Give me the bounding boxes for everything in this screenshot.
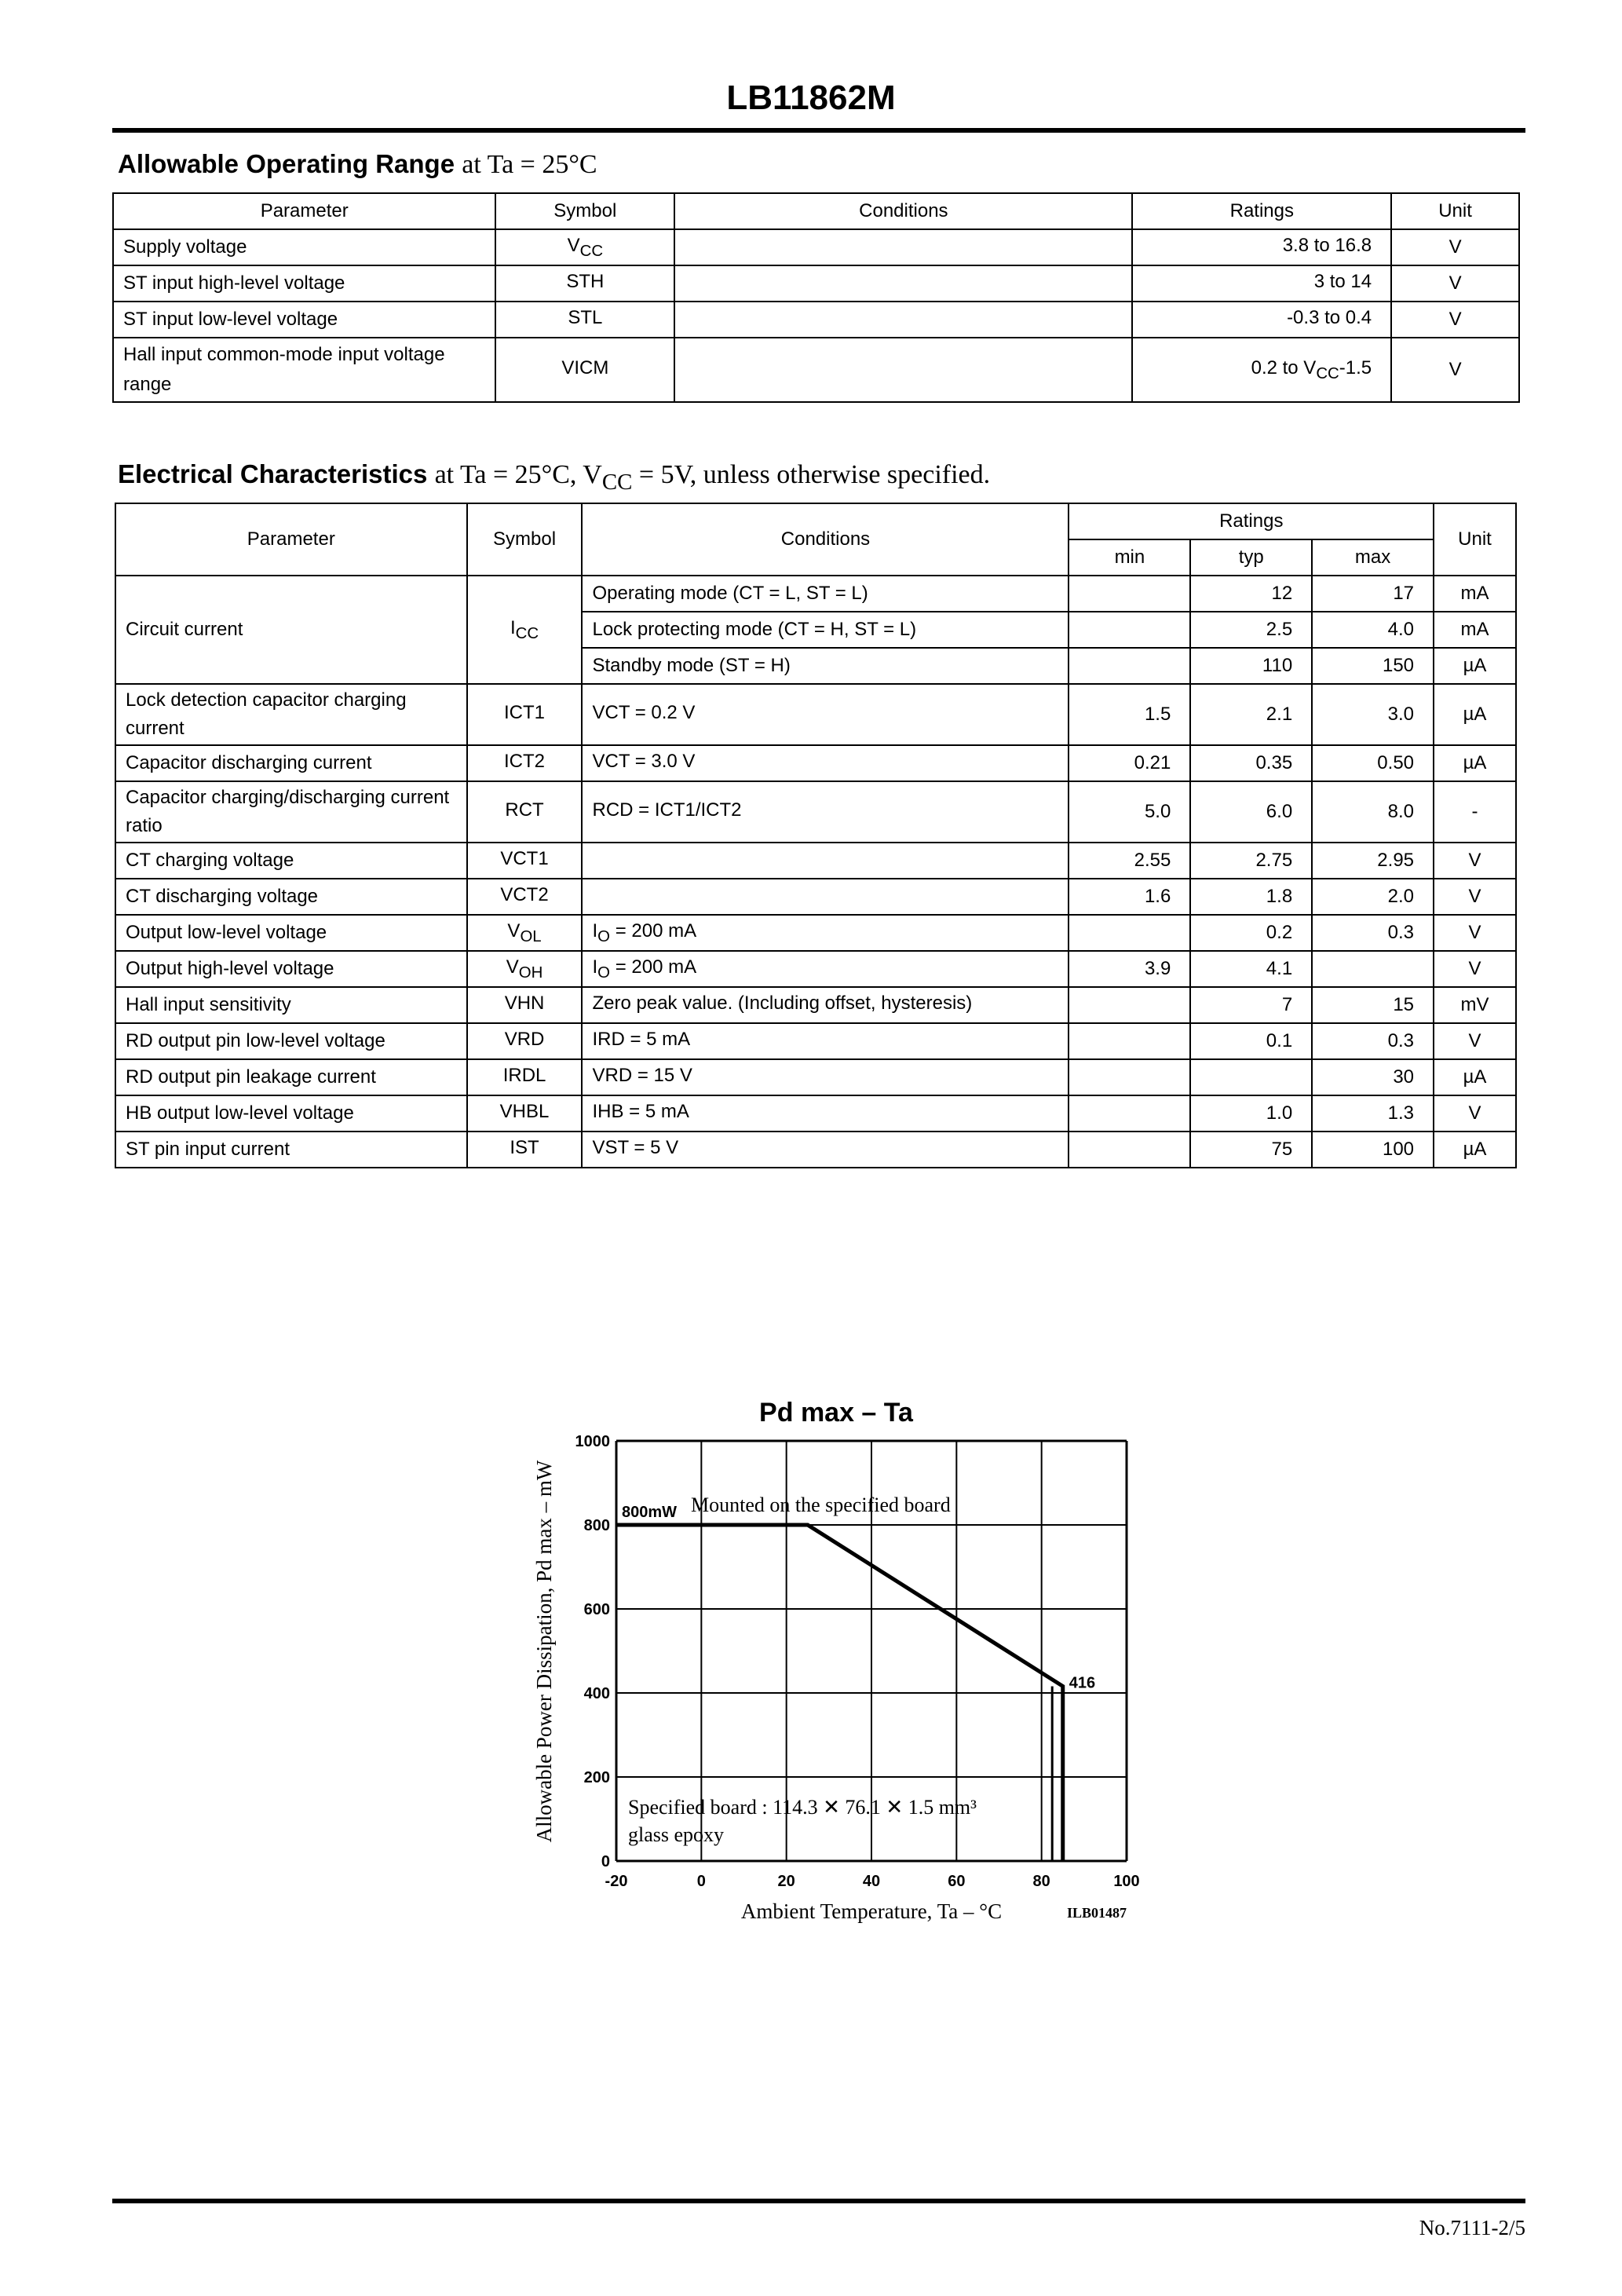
cell-typ: 1.8 [1190,879,1312,915]
cell-typ: 0.2 [1190,915,1312,951]
x-tick-label: -20 [605,1873,628,1890]
cell-min [1069,1059,1190,1095]
electrical-characteristics-table [115,503,1517,1168]
cell-max: 0.50 [1312,745,1434,781]
cell-symbol [467,915,583,951]
cell-symbol [467,1059,583,1095]
cell-max: 3.0 [1312,684,1434,745]
table-row [115,1132,1516,1168]
cell-max: 100 [1312,1132,1434,1168]
cell-symbol-text: VHBL [499,1100,550,1122]
cell-typ: 7 [1190,987,1312,1023]
cell-min: 3.9 [1069,951,1190,987]
cell-conditions-text: VRD = 15 V [592,1064,692,1086]
y-tick-label: 400 [583,1685,610,1702]
cell-symbol-text: ICT2 [504,750,546,772]
cell-symbol-text: V [506,956,519,978]
cell-rating [1132,302,1391,338]
cell-unit: V [1434,1023,1516,1059]
cell-unit: µA [1434,684,1516,745]
cell-typ: 2.75 [1190,843,1312,879]
cell-conditions-text: VCT = 0.2 V [592,701,696,723]
table-row [115,843,1516,879]
cell-min [1069,612,1190,648]
table-row [115,1023,1516,1059]
cell-parameter: CT discharging voltage [115,879,467,915]
cell-typ: 6.0 [1190,781,1312,843]
cell-symbol-text: IRDL [502,1064,546,1086]
operating-range-table [112,192,1520,403]
cell-symbol-sub: CC [515,624,539,642]
x-tick-label: 60 [948,1873,966,1890]
cell-parameter: RD output pin leakage current [115,1059,467,1095]
page-number: No.7111-2/5 [1419,2216,1525,2239]
board-spec-line1: Specified board : 114.3 ✕ 76.1 ✕ 1.5 mm³ [628,1796,977,1819]
cell-max: 8.0 [1312,781,1434,843]
cell-min [1069,648,1190,684]
cell-max: 17 [1312,576,1434,612]
cell-conditions [582,1023,1069,1059]
cell-rating-text: 0.2 to V [1251,356,1317,378]
cell-rating [1132,338,1391,402]
table-row [115,879,1516,915]
header-typ: typ [1190,539,1312,576]
cell-conditions [582,1059,1069,1095]
cell-symbol-text: VRD [504,1028,545,1050]
x-tick-label: 0 [696,1873,706,1890]
cell-conditions-text: Zero peak value. (Including offset, hysteresis) [592,992,973,1014]
section-allowable-range [118,149,597,180]
cell-unit: µA [1434,1132,1516,1168]
cell-typ: 2.1 [1190,684,1312,745]
cell-symbol-text: STH [566,270,605,292]
cell-conditions [582,843,1069,879]
cell-symbol-sub: OL [520,927,542,945]
cell-unit: mA [1434,612,1516,648]
cell-rating-text: 3 to 14 [1313,270,1372,292]
cell-rating-sub: CC [1316,364,1339,382]
cell-conditions-text: VST = 5 V [592,1136,679,1158]
cell-conditions [582,745,1069,781]
cell-unit: mA [1434,576,1516,612]
cell-symbol-text: RCT [505,799,544,821]
cell-conditions-text: IHB = 5 mA [592,1100,689,1122]
cell-symbol [467,1132,583,1168]
cell-parameter: Output high-level voltage [115,951,467,987]
cell-max: 2.95 [1312,843,1434,879]
cell-symbol-text: VICM [561,356,609,378]
cell-symbol [467,951,583,987]
cell-conditions-tail: = 200 mA [610,919,697,941]
header-max: max [1312,539,1434,576]
cell-conditions [674,265,1132,302]
cell-symbol [495,338,674,402]
header-ratings: Ratings [1132,193,1391,229]
cell-min: 2.55 [1069,843,1190,879]
cell-rating [1132,229,1391,265]
section-condition-tail: = 5V, unless otherwise specified. [632,460,991,489]
cell-symbol-text: I [510,616,516,638]
cell-conditions-sub: O [597,963,611,982]
y-axis-label: Allowable Power Dissipation, Pd max – mW [532,1460,556,1843]
cell-typ: 75 [1190,1132,1312,1168]
table-row [115,1095,1516,1132]
cell-parameter: RD output pin low-level voltage [115,1023,467,1059]
section-condition: at Ta = 25°C [462,150,597,179]
y-tick-label: 200 [583,1769,610,1786]
cell-typ: 2.5 [1190,612,1312,648]
cell-symbol [495,229,674,265]
cell-symbol [495,265,674,302]
cell-conditions: Lock protecting mode (CT = H, ST = L) [582,612,1069,648]
cell-unit: V [1434,1095,1516,1132]
cell-max: 15 [1312,987,1434,1023]
cell-unit: mV [1434,987,1516,1023]
cell-rating-tail: -1.5 [1339,356,1372,378]
cell-symbol [467,1095,583,1132]
x-tick-label: 40 [862,1873,881,1890]
cell-min [1069,1095,1190,1132]
figure-code: ILB01487 [1066,1905,1127,1921]
cell-conditions [582,987,1069,1023]
table-row [113,302,1519,338]
cell-typ: 12 [1190,576,1312,612]
cell-symbol [467,576,583,684]
cell-rating-text: -0.3 to 0.4 [1287,306,1372,328]
header-rule [112,128,1525,133]
header-ratings: Ratings [1069,503,1434,539]
y-tick-label: 0 [601,1853,610,1870]
cell-min: 5.0 [1069,781,1190,843]
cell-symbol-sub: OH [518,963,543,982]
cell-max: 30 [1312,1059,1434,1095]
cell-unit: V [1434,951,1516,987]
cell-conditions-text: RCD = ICT1/ICT2 [592,799,742,821]
cell-min: 1.6 [1069,879,1190,915]
cell-max: 150 [1312,648,1434,684]
cell-conditions: Operating mode (CT = L, ST = L) [582,576,1069,612]
cell-conditions [582,951,1069,987]
cell-unit: V [1434,879,1516,915]
y-tick-label: 800 [583,1517,610,1534]
cell-max: 0.3 [1312,915,1434,951]
cell-conditions-tail: = 200 mA [610,956,697,978]
cell-unit: V [1391,338,1519,402]
cell-symbol-text: V [507,919,521,941]
cell-parameter: Capacitor discharging current [115,745,467,781]
start-value-label: 800mW [622,1504,678,1521]
cell-unit: V [1391,229,1519,265]
cell-unit: V [1434,915,1516,951]
cell-conditions-text: IRD = 5 mA [592,1028,691,1050]
header-parameter: Parameter [115,503,467,576]
cell-min: 0.21 [1069,745,1190,781]
table-row [115,576,1516,612]
x-tick-label: 100 [1113,1873,1140,1890]
cell-min [1069,576,1190,612]
cell-conditions [582,879,1069,915]
header-symbol: Symbol [495,193,674,229]
cell-unit: V [1391,302,1519,338]
cell-conditions [582,781,1069,843]
cell-symbol-sub: CC [579,242,604,260]
header-min: min [1069,539,1190,576]
cell-conditions-text: I [592,956,598,978]
cell-max: 0.3 [1312,1023,1434,1059]
table-row [115,781,1516,843]
footer-rule [112,2199,1525,2203]
header-conditions: Conditions [582,503,1069,576]
section-electrical [118,459,990,495]
cell-symbol [467,684,583,745]
x-tick-label: 80 [1032,1873,1050,1890]
page-title: LB11862M [726,79,896,117]
cell-min [1069,1132,1190,1168]
cell-unit: µA [1434,1059,1516,1095]
cell-symbol-text: ICT1 [504,701,546,723]
header-symbol: Symbol [467,503,583,576]
cell-unit: V [1434,843,1516,879]
section-heading: Electrical Characteristics [118,459,428,488]
table-row [115,1059,1516,1095]
table-row [115,745,1516,781]
cell-min [1069,915,1190,951]
cell-symbol [467,1023,583,1059]
cell-rating [1132,265,1391,302]
cell-parameter: HB output low-level voltage [115,1095,467,1132]
cell-max: 1.3 [1312,1095,1434,1132]
cell-parameter: Output low-level voltage [115,915,467,951]
chart-title: Pd max – Ta [759,1398,913,1428]
cell-max: 4.0 [1312,612,1434,648]
cell-min [1069,987,1190,1023]
cell-parameter: ST pin input current [115,1132,467,1168]
cell-symbol [467,843,583,879]
cell-symbol-text: STL [568,306,603,328]
board-spec-line2: glass epoxy [628,1823,725,1846]
cell-parameter: ST input low-level voltage [113,302,495,338]
cell-symbol-text: VCT1 [500,847,549,869]
cell-min: 1.5 [1069,684,1190,745]
cell-parameter: Lock detection capacitor charging current [115,684,467,745]
cell-conditions [674,302,1132,338]
cell-parameter: ST input high-level voltage [113,265,495,302]
table-row [115,987,1516,1023]
header-parameter: Parameter [113,193,495,229]
cell-unit: µA [1434,745,1516,781]
section-heading: Allowable Operating Range [118,149,455,178]
cell-symbol-text: VHN [504,992,545,1014]
header-unit: Unit [1391,193,1519,229]
x-axis-label: Ambient Temperature, Ta – °C [740,1899,1003,1923]
cell-symbol [467,987,583,1023]
cell-max [1312,951,1434,987]
cell-conditions [582,1095,1069,1132]
table-row [115,684,1516,745]
table-row [115,951,1516,987]
cell-conditions [582,1132,1069,1168]
table-row [115,915,1516,951]
cell-symbol [495,302,674,338]
cell-conditions-text: VCT = 3.0 V [592,750,696,772]
cell-unit: V [1391,265,1519,302]
cell-rating-text: 3.8 to 16.8 [1282,234,1372,256]
x-tick-label: 20 [777,1873,795,1890]
series-label: Mounted on the specified board [691,1493,951,1516]
cell-typ [1190,1059,1312,1095]
cell-parameter: CT charging voltage [115,843,467,879]
pd-max-ta-chart [518,1398,1162,1932]
header-unit: Unit [1434,503,1516,576]
cell-unit: - [1434,781,1516,843]
end-value-label: 416 [1069,1674,1096,1692]
cell-conditions [582,915,1069,951]
cell-parameter: Supply voltage [113,229,495,265]
cell-parameter: Circuit current [115,576,467,684]
cell-typ: 1.0 [1190,1095,1312,1132]
cell-conditions: Standby mode (ST = H) [582,648,1069,684]
cell-typ: 110 [1190,648,1312,684]
cell-parameter: Capacitor charging/discharging current ratio [115,781,467,843]
cell-typ: 0.35 [1190,745,1312,781]
cell-conditions [674,338,1132,402]
cell-symbol [467,781,583,843]
cell-symbol-text: V [567,234,580,256]
section-condition: at Ta = 25°C, V [434,460,602,489]
cell-symbol-text: IST [510,1136,539,1158]
section-condition-sub: CC [601,469,633,495]
y-tick-label: 600 [583,1601,610,1618]
cell-symbol-text: VCT2 [500,883,549,905]
cell-symbol [467,879,583,915]
cell-conditions-sub: O [597,927,611,945]
table-row [113,229,1519,265]
table-row [113,265,1519,302]
header-conditions: Conditions [674,193,1132,229]
table-row [113,338,1519,402]
cell-conditions [674,229,1132,265]
y-tick-label: 1000 [575,1433,610,1450]
cell-typ: 0.1 [1190,1023,1312,1059]
cell-conditions [582,684,1069,745]
cell-parameter: Hall input common-mode input voltage range [113,338,495,402]
cell-max: 2.0 [1312,879,1434,915]
cell-unit: µA [1434,648,1516,684]
cell-parameter: Hall input sensitivity [115,987,467,1023]
cell-symbol [467,745,583,781]
cell-min [1069,1023,1190,1059]
cell-conditions-text: I [592,919,598,941]
cell-typ: 4.1 [1190,951,1312,987]
